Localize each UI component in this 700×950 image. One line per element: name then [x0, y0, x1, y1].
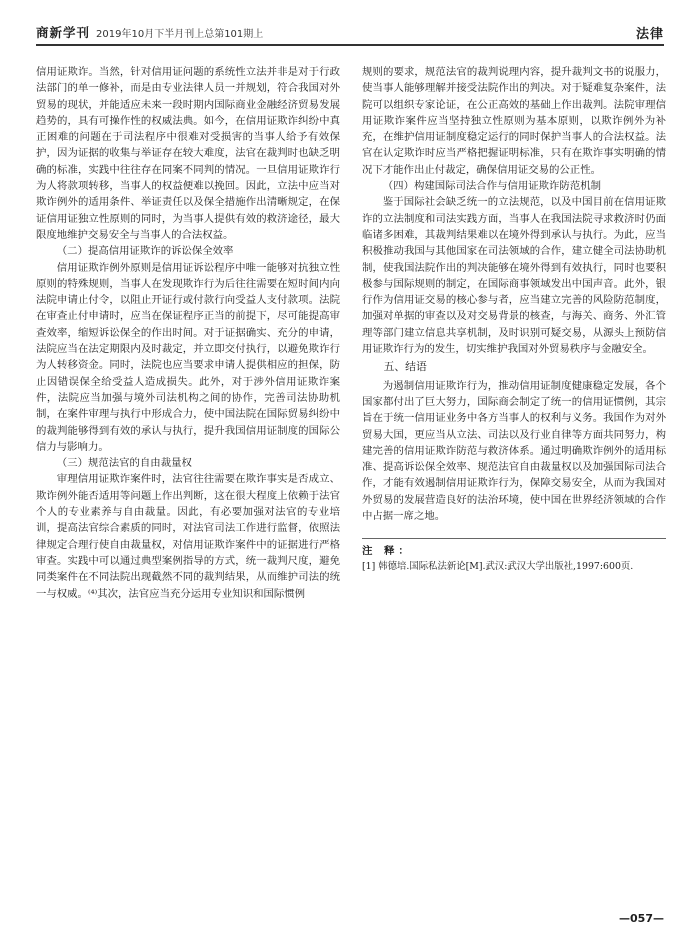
journal-name: 商新学刊 [36, 25, 91, 40]
section-heading: （四）构建国际司法合作与信用证欺诈防范机制 [382, 180, 601, 193]
paragraph: 信用证欺诈例外原则是信用证诉讼程序中唯一能够对抗独立性原则的特殊规则，当事人在发现欺诈行为后往往需要在短时间内向法院申请止付令，以阻止开证行或付款行向受益人支付款项。法院在审查止付申请时，应当在保证程序正当的前提下，尽可能提高审查效率，缩短诉讼保全的作出时间。对于证据确实、充分的申请，法院应当在法定期限内及时裁定，并立即交付执行，以避免欺诈行为人转移资金。同时，法院也应当要求申请人提供相应的担保，防止因错误保全给受益人造成损失。此外，对于涉外信用证欺诈案件，法院应当加强与境外司法机构之间的协作，完善司法协助机制，在案件审理与执行中形成合力，使中国法院在国际贸易纠纷中的裁判能够得到有效的承认与执行，提升我国信用证制度的国际公信力与影响力。 [36, 261, 340, 453]
paragraph: 鉴于国际社会缺乏统一的立法规范，以及中国目前在信用证欺诈的立法制度和司法实践方面，当事人在我国法院寻求救济时仍面临诸多困难，其裁判结果难以在境外得到承认与执行。为此，应当积极推动我国与其他国家在司法领域的合作，建立健全司法协助机制，使我国法院作出的判决能够在境外得到有效执行，同时也要积极参与国际规则的制定，在国际商事领域发出中国声音。此外，银行作为信用证交易的核心参与者，应当建立完善的风险防范制度，加强对单据的审查以及对交易背景的核查，与海关、商务、外汇管理等部门建立信息共享机制，及时识别可疑交易，从源头上预防信用证欺诈行为的发生，切实维护我国对外贸易秩序与金融安全。 [362, 196, 666, 356]
notes-list [362, 560, 666, 574]
paragraph: 规则的要求，规范法官的裁判说理内容，提升裁判文书的说服力，使当事人能够理解并接受法院作出的判决。对于疑难复杂案件，法院可以组织专家论证，在公正高效的基础上作出裁判。法院审理信用证欺诈案件应当坚持独立性原则为基本原则，以欺诈例外为补充，在维护信用证制度稳定运行的同时保护当事人的合法权益。法官在认定欺诈时应当严格把握证明标准，只有在欺诈事实明确的情况下才能作出止付裁定，确保信用证交易的公正性。 [362, 66, 666, 176]
notes-title: 注 释： [362, 545, 413, 558]
paragraph: 审理信用证欺诈案件时，法官往往需要在欺诈事实是否成立、欺诈例外能否适用等问题上作出判断，这在很大程度上依赖于法官个人的专业素养与自由裁量。因此，有必要加强对法官的专业培训，提高法官综合素质的同时，对法官司法工作进行监督，依照法律规定合理行使自由裁量权，对信用证欺诈案件中的证据进行严格审查。实践中可以通过典型案例指导的方式，统一裁判尺度，避免同类案件在不同法院出现截然不同的裁判结果，从而维护司法的统一与权威。⁽⁴⁾其次，法官应当充分运用专业知识和国际惯例 [36, 473, 340, 600]
left-column [36, 64, 340, 602]
section-heading: （三）规范法官的自由裁量权 [56, 457, 192, 470]
header-rule [36, 44, 664, 46]
page-number: —057— [619, 912, 664, 925]
paragraph: 为遏制信用证欺诈行为，推动信用证制度健康稳定发展，各个国家都付出了巨大努力，国际商会制定了统一的信用证惯例，其宗旨在于统一信用证业务中各方当事人的权利与义务。我国作为对外贸易大国，更应当从立法、司法以及行业自律等方面共同努力，构建完善的信用证欺诈防范与救济体系。通过明确欺诈例外的适用标准、提高诉讼保全效率、规范法官自由裁量权以及加强国际司法合作，才能有效遏制信用证欺诈行为，保障交易安全，从而为我国对外贸易的发展营造良好的法治环境，使中国在世界经济领域的合作中占据一席之地。 [362, 379, 666, 523]
section-heading: 五、结语 [383, 360, 427, 374]
note-item: [1] 韩德培.国际私法新论[M].武汉:武汉大学出版社,1997:600页. [362, 560, 634, 572]
right-column-body [362, 64, 666, 524]
issue-info: 2019年10月下半月刊上总第101期上 [96, 29, 264, 40]
page-header [36, 22, 664, 42]
right-column [362, 64, 666, 574]
paragraph: 信用证欺诈。当然，针对信用证问题的系统性立法并非是对于行政法部门的单一修补，而是由专业法律人员一并规划，符合我国对外贸易的现状，并能适应未来一段时期内国际商业金融经济贸易发展趋势的，具有可操作性的权威法典。如今，在信用证欺诈纠纷中真正困难的问题在于司法程序中很难对受损害的当事人给予有效保护，因为证据的收集与举证存在较大难度，法官在裁判时也缺乏明确的标准，实践中往往存在同案不同判的情况。一旦信用证欺诈行为人将款项转移，当事人的权益便难以挽回。因此，立法中应当对欺诈例外的适用条件、举证责任以及保全措施作出清晰规定，在保证信用证独立性原则的同时，为当事人提供有效的救济途径，最大限度地维护交易安全与当事人的合法权益。 [36, 66, 340, 241]
header-left [36, 23, 263, 41]
section-heading: （二）提高信用证欺诈的诉讼保全效率 [56, 245, 234, 258]
section-label: 法律 [635, 26, 664, 42]
notes-rule [362, 538, 666, 539]
